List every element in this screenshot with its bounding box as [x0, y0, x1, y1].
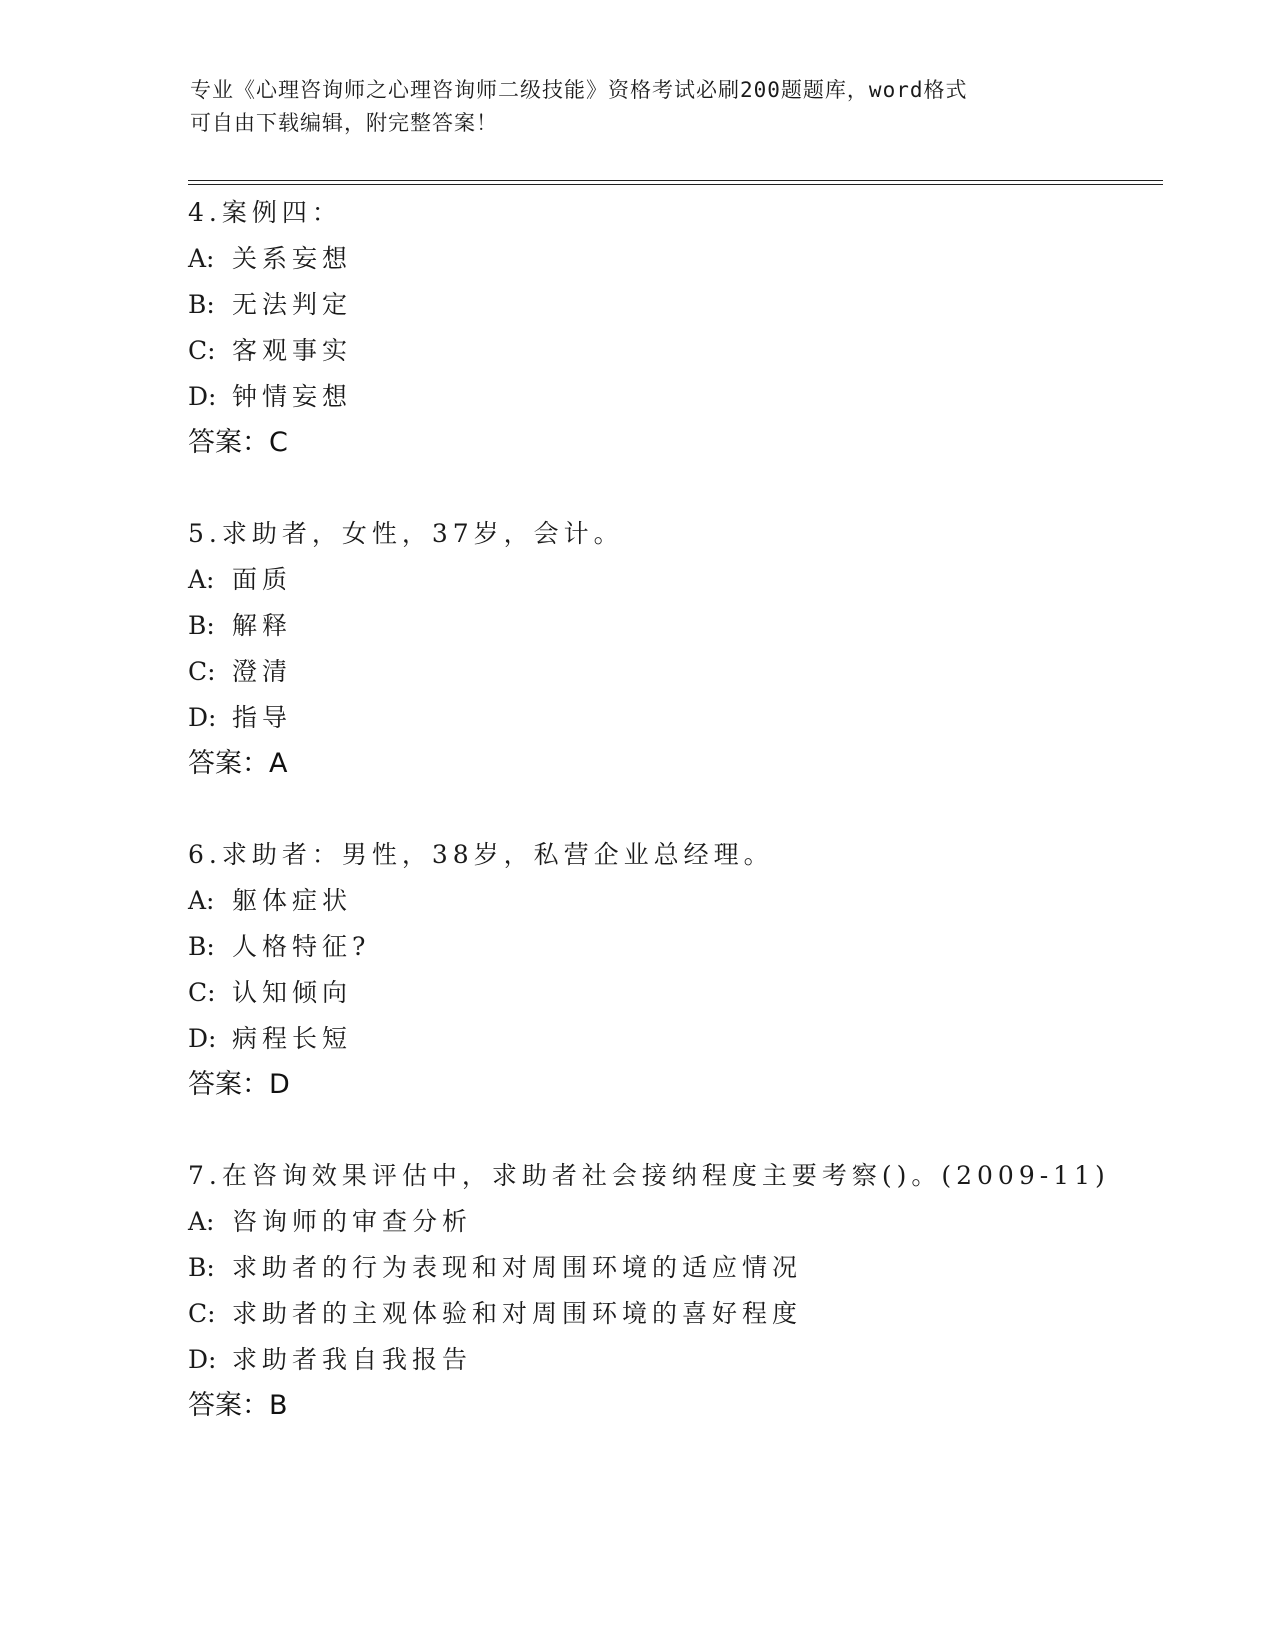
option-key: A: — [188, 886, 215, 915]
answer: 答案：D — [188, 1069, 290, 1100]
option-key: B: — [188, 290, 215, 319]
option-text: 关系妄想 — [232, 244, 353, 273]
header-line-1: 专业《心理咨询师之心理咨询师二级技能》资格考试必刷200题题库，word格式 — [190, 78, 968, 102]
option-text: 病程长短 — [232, 1024, 353, 1053]
option-a — [188, 236, 1168, 282]
option-key: D: — [188, 1345, 217, 1374]
question-stem: 5.求助者，女性，37岁，会计。 — [188, 519, 624, 548]
option-text: 无法判定 — [232, 290, 353, 319]
option-c — [188, 970, 1168, 1016]
option-b — [188, 1245, 1168, 1291]
option-text: 咨询师的审查分析 — [232, 1207, 473, 1236]
option-key: A: — [188, 1207, 215, 1236]
option-text: 解释 — [232, 611, 293, 640]
option-key: D: — [188, 703, 217, 732]
option-key: D: — [188, 382, 217, 411]
option-key: A: — [188, 565, 215, 594]
question-7 — [188, 1153, 1168, 1429]
option-text: 人格特征? — [232, 932, 371, 961]
question-stem: 7.在咨询效果评估中，求助者社会接纳程度主要考察()。(2009-11) — [188, 1161, 1110, 1190]
answer: 答案：A — [188, 748, 288, 779]
option-text: 澄清 — [232, 657, 293, 686]
option-c — [188, 1291, 1168, 1337]
question-6 — [188, 832, 1168, 1108]
question-5 — [188, 511, 1168, 787]
option-d — [188, 1016, 1168, 1062]
option-key: A: — [188, 244, 215, 273]
option-key: C: — [188, 978, 216, 1007]
option-d — [188, 374, 1168, 420]
option-text: 指导 — [232, 703, 293, 732]
option-a — [188, 878, 1168, 924]
option-b — [188, 924, 1168, 970]
option-text: 躯体症状 — [232, 886, 353, 915]
option-text: 求助者的主观体验和对周围环境的喜好程度 — [232, 1299, 803, 1328]
option-d — [188, 695, 1168, 741]
option-text: 客观事实 — [232, 336, 353, 365]
question-stem: 4.案例四： — [188, 198, 342, 227]
option-key: D: — [188, 1024, 217, 1053]
option-text: 认知倾向 — [232, 978, 353, 1007]
option-d — [188, 1337, 1168, 1383]
question-list — [188, 190, 1168, 1474]
option-c — [188, 649, 1168, 695]
header-divider-bottom — [188, 184, 1163, 185]
option-key: C: — [188, 336, 216, 365]
option-key: B: — [188, 1253, 215, 1282]
option-text: 求助者我自我报告 — [232, 1345, 473, 1374]
option-b — [188, 282, 1168, 328]
answer: 答案：C — [188, 427, 288, 458]
header-line-2: 可自由下载编辑，附完整答案！ — [190, 111, 498, 135]
question-stem: 6.求助者：男性，38岁，私营企业总经理。 — [188, 840, 774, 869]
answer: 答案：B — [188, 1390, 288, 1421]
option-c — [188, 328, 1168, 374]
option-key: B: — [188, 611, 215, 640]
header-divider-top — [188, 180, 1163, 181]
option-key: C: — [188, 657, 216, 686]
option-key: C: — [188, 1299, 216, 1328]
option-key: B: — [188, 932, 215, 961]
question-4 — [188, 190, 1168, 466]
option-a — [188, 557, 1168, 603]
document-header — [190, 74, 1090, 140]
option-text: 面质 — [232, 565, 293, 594]
option-text: 钟情妄想 — [232, 382, 353, 411]
option-text: 求助者的行为表现和对周围环境的适应情况 — [232, 1253, 803, 1282]
option-a — [188, 1199, 1168, 1245]
option-b — [188, 603, 1168, 649]
